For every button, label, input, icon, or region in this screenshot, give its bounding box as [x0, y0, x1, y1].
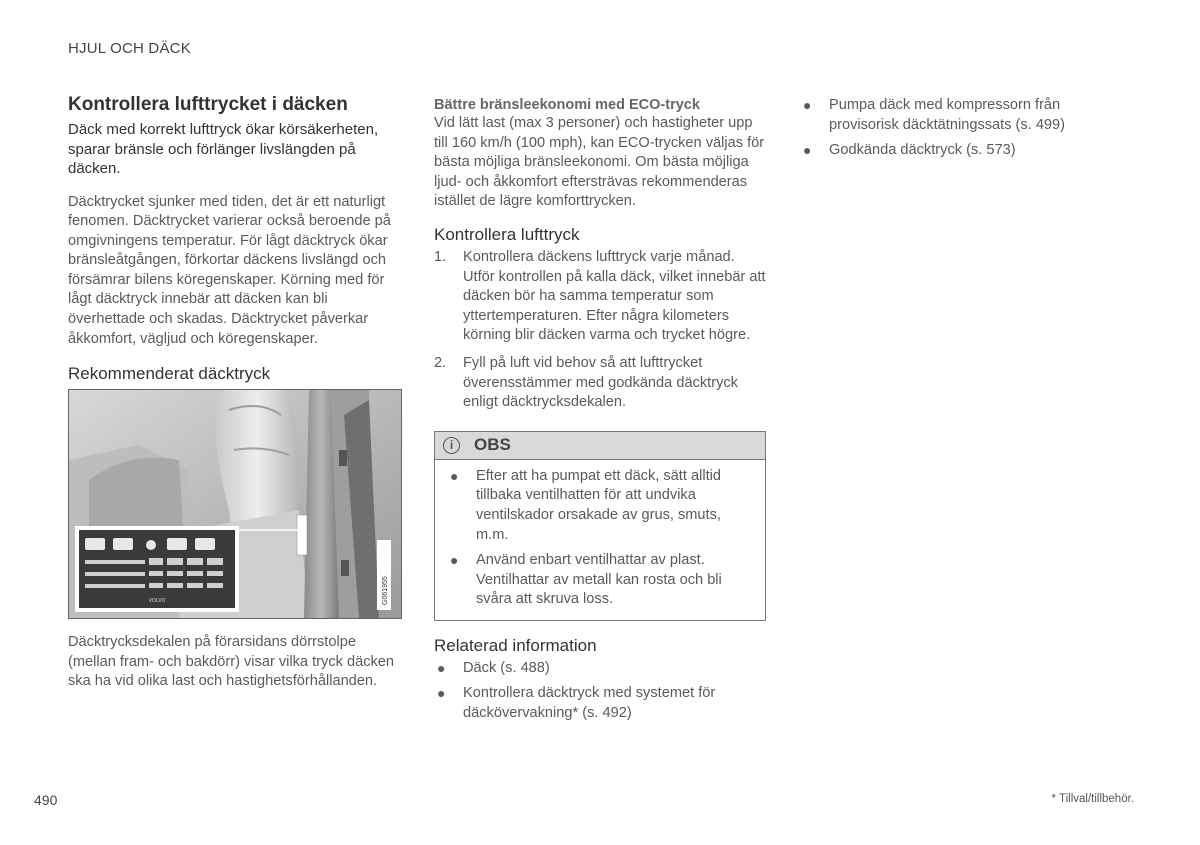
page-number: 490 — [34, 792, 58, 808]
door-pillar-photo — [68, 389, 402, 619]
recommended-pressure-heading: Rekommenderat däcktryck — [68, 364, 271, 384]
related-info-heading: Relaterad information — [434, 635, 597, 655]
note-item — [447, 551, 757, 610]
step-text: Fyll på luft vid behov så att lufttrycket överensstämmer med godkända däcktryck enligt däcktrycksdekalen. — [463, 354, 738, 411]
related-link-text[interactable]: Godkända däcktryck (s. 573) — [829, 142, 1016, 159]
note-item-text: Använd enbart ventilhattar av plast. Ventilhattar av metall kan rosta och bli svåra att skruva loss. — [476, 552, 722, 608]
note-box — [434, 431, 766, 621]
step-number: 1. — [434, 248, 447, 265]
step-item — [434, 354, 766, 413]
related-link[interactable] — [800, 141, 1132, 161]
bullet-icon: ● — [450, 552, 459, 569]
lead-text: Däck med korrekt lufttryck ökar körsäkerheten, sparar bränsle och förlänger livslängden på däcken. — [68, 121, 379, 177]
footnote: * Tillval/tillbehör. — [1051, 793, 1134, 805]
bullet-icon: ● — [803, 97, 812, 113]
column-right — [800, 96, 1132, 167]
image-code: G061955 — [382, 576, 389, 606]
step-text: Kontrollera däckens lufttryck varje månad. Utför kontrollen på kalla däck, vilket innebär att däcken bör ha samma temperatur som yttertemperaturen. Efter några kilometers körning blir däcken varma och trycket högre. — [463, 248, 766, 344]
car-interior-illustration — [69, 390, 401, 618]
related-link[interactable] — [434, 659, 766, 679]
column-middle — [434, 96, 766, 730]
bullet-icon: ● — [450, 467, 459, 484]
intro-paragraph: Däcktrycket sjunker med tiden, det är ett naturligt fenomen. Däcktrycket varierar också beroende på omgivningens temperatur. För lågt däcktryck ökar bränsleåtgången, förkortar däckens livslängd och försämrar bilens köregenskaper. Körning med för lågt däcktryck innebär att däcken kan bli överhettade och skadas. Däcktrycket påverkar åkkomfort, vägljud och köregenskaper. — [68, 193, 391, 347]
info-icon: i — [443, 437, 460, 454]
page-title: Kontrollera lufttrycket i däcken — [68, 94, 348, 115]
related-link-text[interactable]: Pumpa däck med kompressorn från provisorisk däcktätningssats (s. 499) — [829, 97, 1066, 133]
note-title: OBS — [474, 435, 511, 455]
related-link-text[interactable]: Däck (s. 488) — [463, 659, 550, 676]
bullet-icon: ● — [437, 685, 446, 702]
eco-text: Vid lätt last (max 3 personer) och hastigheter upp till 160 km/h (100 mph), kan ECO-trycken väljas för bästa möjliga bränsleekonomi. Om bästa möjliga ljud- och åkkomfort eftersträvas rekommenderas istället de lägre komforttrycken. — [434, 115, 765, 210]
column-left — [68, 94, 400, 702]
check-pressure-heading: Kontrollera lufttryck — [434, 224, 580, 244]
note-header — [435, 432, 765, 460]
bullet-icon: ● — [437, 659, 446, 676]
related-link[interactable] — [800, 96, 1132, 135]
note-item — [447, 467, 757, 545]
note-item-text: Efter att ha pumpat ett däck, sätt alltid tillbaka ventilhatten för att undvika ventilskador orsakade av grus, smuts, m.m. — [476, 467, 721, 543]
related-link-text[interactable]: Kontrollera däcktryck med systemet för däckövervakning* (s. 492) — [463, 685, 716, 722]
photo-caption: Däcktrycksdekalen på förarsidans dörrstolpe (mellan fram- och bakdörr) visar vilka tryck däcken ska ha vid olika last och hastighetsförhållanden. — [68, 634, 395, 690]
eco-heading: Bättre bränsleekonomi med ECO-tryck — [434, 97, 700, 113]
related-link[interactable] — [434, 684, 766, 723]
section-header: HJUL OCH DÄCK — [68, 40, 191, 57]
bullet-icon: ● — [803, 142, 812, 159]
decal-brand: VOLVO — [148, 598, 166, 605]
note-body — [435, 460, 765, 620]
step-number: 2. — [434, 354, 447, 371]
step-item — [434, 248, 766, 346]
